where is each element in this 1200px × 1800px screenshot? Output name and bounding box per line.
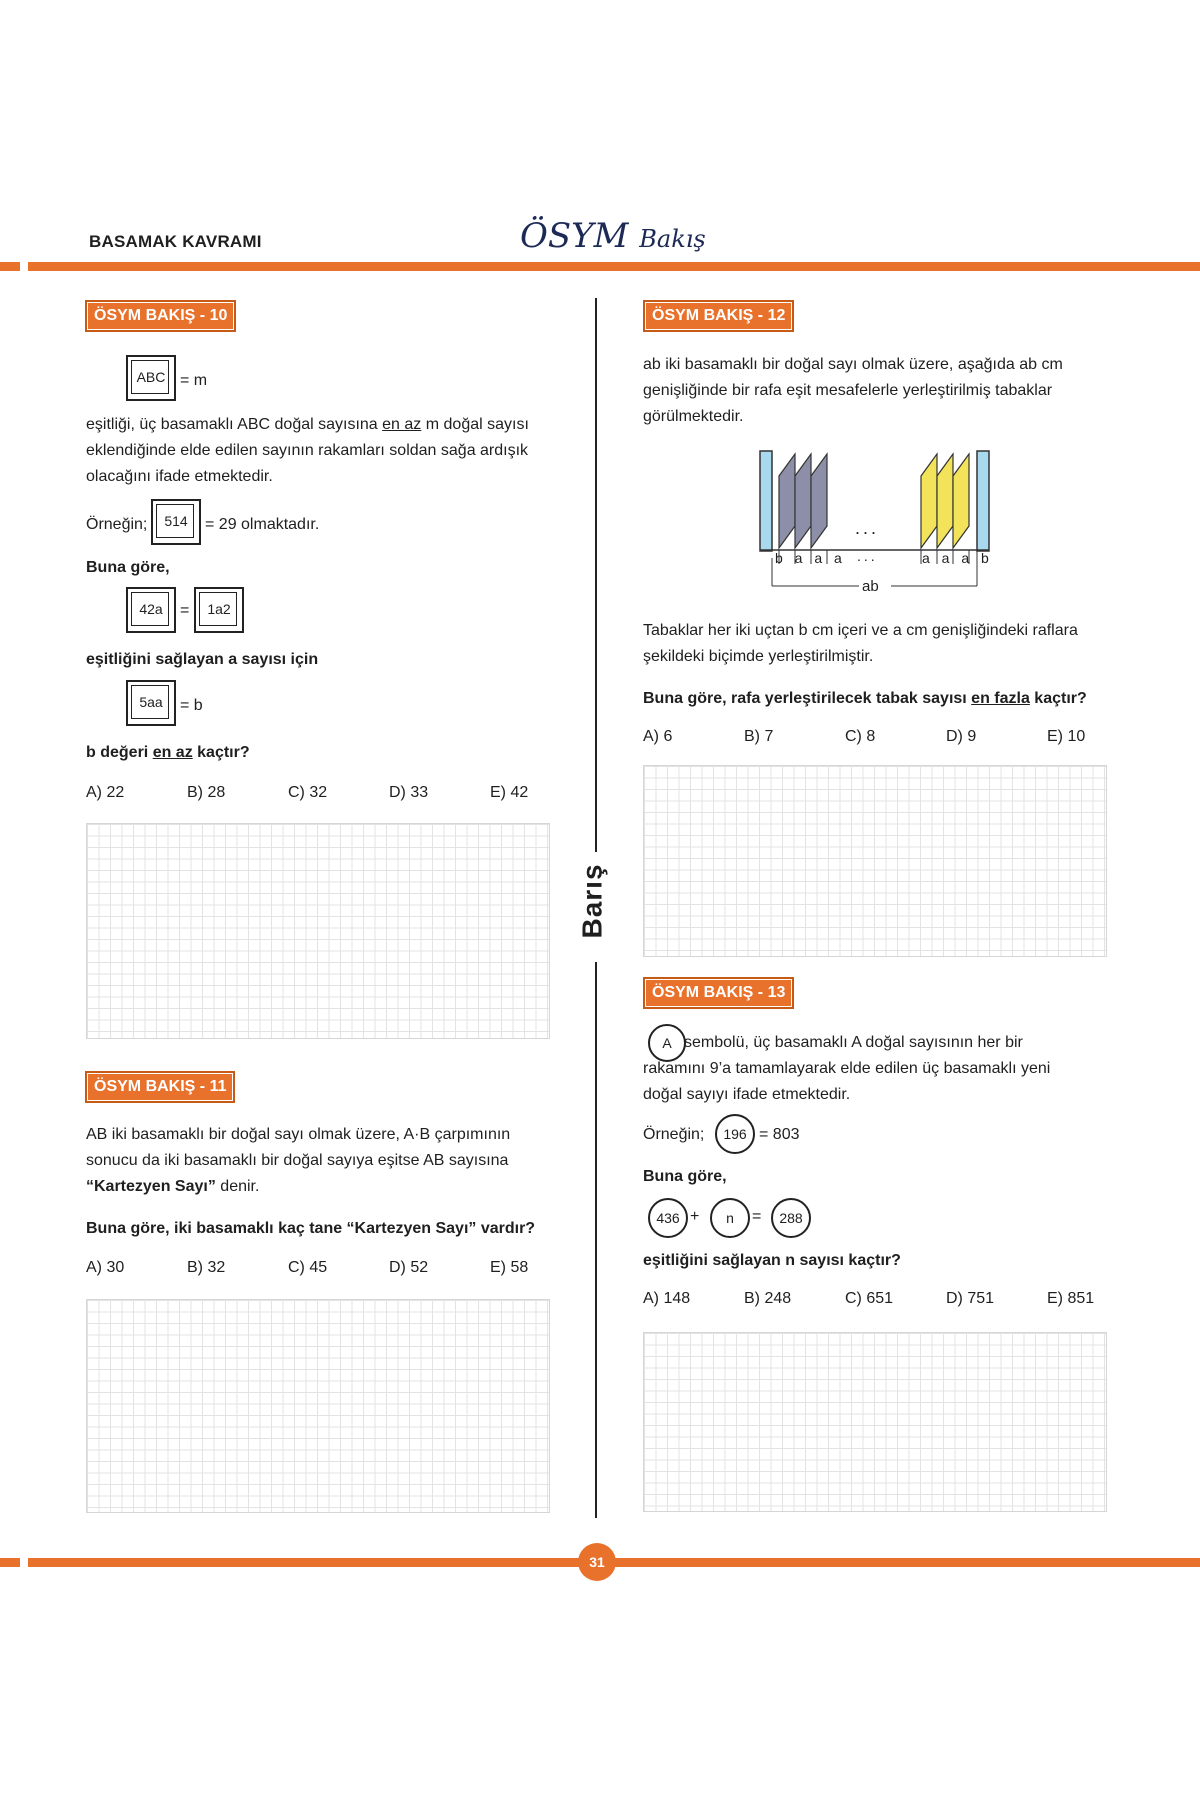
q12-fig-left-labels: b a a a [775, 550, 846, 566]
logo-sub: Bakış [639, 225, 706, 253]
q12-tag: ÖSYM BAKIŞ - 12 [643, 300, 794, 332]
q10-option-b[interactable]: B) 28 [187, 784, 226, 801]
q10-eq-sign: = [180, 602, 190, 619]
q13-options [643, 1290, 1148, 1308]
right-plates [921, 454, 969, 548]
q10-tag: ÖSYM BAKIŞ - 10 [85, 300, 236, 332]
left-post [760, 451, 772, 551]
q10-example-symbol [151, 499, 201, 545]
q10-text-line1: eşitliği, üç basamaklı ABC doğal sayısına en az m doğal sayısı [86, 416, 529, 433]
q10-question: b değeri en az kaçtır? [86, 744, 250, 761]
top-bar-right [28, 262, 1200, 271]
q12-text-line1: ab iki basamaklı bir doğal sayı olmak üzere, aşağıda ab cm [643, 356, 1063, 373]
q11-option-e[interactable]: E) 58 [490, 1259, 529, 1276]
q10-42a-symbol [126, 587, 176, 633]
q10-5aa-label: 5aa [139, 694, 163, 710]
logo-main: ÖSYM [520, 216, 629, 256]
q10-buna-gore: Buna göre, [86, 559, 170, 576]
q13-option-c[interactable]: C) 651 [845, 1290, 894, 1307]
q13-plus: + [690, 1208, 700, 1225]
q12-option-a[interactable]: A) 6 [643, 728, 673, 745]
q10-text-line3: olacağını ifade etmektedir. [86, 468, 273, 485]
q13-option-a[interactable]: A) 148 [643, 1290, 691, 1307]
q13-text-line3: doğal sayıyı ifade etmektedir. [643, 1086, 851, 1103]
q12-option-d[interactable]: D) 9 [946, 728, 977, 745]
q10-option-a[interactable]: A) 22 [86, 784, 125, 801]
q10-1a2-symbol [194, 587, 244, 633]
q11-text-line3: “Kartezyen Sayı” denir. [86, 1178, 260, 1195]
q12-text-line3: görülmektedir. [643, 408, 744, 425]
q11-work-grid[interactable] [86, 1299, 550, 1513]
q13-example-rest: = 803 [759, 1126, 800, 1143]
q13-symbol-a: A [648, 1024, 686, 1062]
q12-question: Buna göre, rafa yerleştirilecek tabak sayısı en fazla kaçtır? [643, 690, 1087, 707]
q13-circle-436: 436 [648, 1198, 688, 1238]
left-plates [779, 454, 827, 548]
brand-logo: Barış [576, 863, 608, 939]
q12-fig-dots-bottom: ... [857, 548, 878, 564]
q12-fig-width-label: ab [862, 578, 879, 595]
q12-fig-dots-top: ... [855, 518, 880, 538]
q10-condition: eşitliğini sağlayan a sayısı için [86, 651, 319, 668]
q12-fig-right-labels: a a a b [922, 550, 993, 566]
q11-option-c[interactable]: C) 45 [288, 1259, 328, 1276]
top-bar-left [0, 262, 20, 271]
q13-circle-288: 288 [771, 1198, 811, 1238]
q13-eq: = [752, 1208, 762, 1225]
q10-text-line2: eklendiğinde elde edilen sayının rakamları soldan sağa ardışık [86, 442, 529, 459]
q10-1a2-label: 1a2 [207, 601, 231, 617]
q13-buna-gore: Buna göre, [643, 1168, 727, 1185]
q11-question: Buna göre, iki basamaklı kaç tane “Kartezyen Sayı” vardır? [86, 1220, 536, 1237]
q10-example-rest: = 29 olmaktadır. [205, 516, 320, 533]
q11-option-d[interactable]: D) 52 [389, 1259, 429, 1276]
q13-option-d[interactable]: D) 751 [946, 1290, 995, 1307]
q12-option-b[interactable]: B) 7 [744, 728, 774, 745]
q13-option-e[interactable]: E) 851 [1047, 1290, 1095, 1307]
q10-option-e[interactable]: E) 42 [490, 784, 529, 801]
right-post [977, 451, 989, 551]
q10-abc-label: ABC [136, 369, 166, 385]
q11-text-line1: AB iki basamaklı bir doğal sayı olmak üzere, A·B çarpımının [86, 1126, 511, 1143]
q10-work-grid[interactable] [86, 823, 550, 1039]
q13-option-b[interactable]: B) 248 [744, 1290, 792, 1307]
q13-circle-n: n [710, 1198, 750, 1238]
q13-work-grid[interactable] [643, 1332, 1107, 1512]
q10-options [86, 784, 591, 802]
q10-example-label: Örneğin; [86, 516, 148, 533]
q13-tag: ÖSYM BAKIŞ - 13 [643, 977, 794, 1009]
q12-option-c[interactable]: C) 8 [845, 728, 876, 745]
q10-5aa-symbol [126, 680, 176, 726]
q13-text-line2: rakamını 9’a tamamlayarak elde edilen üç basamaklı yeni [643, 1060, 1051, 1077]
q12-text-line5: şekildeki biçimde yerleştirilmiştir. [643, 648, 874, 665]
q10-eq-b: = b [180, 697, 203, 714]
section-title: BASAMAK KAVRAMI [89, 232, 262, 251]
page-number: 31 [578, 1543, 616, 1581]
osym-bakis-logo [520, 216, 706, 256]
q11-option-b[interactable]: B) 32 [187, 1259, 226, 1276]
q12-text-line4: Tabaklar her iki uçtan b cm içeri ve a cm genişliğindeki raflara [643, 622, 1078, 639]
q12-option-e[interactable]: E) 10 [1047, 728, 1086, 745]
q10-option-c[interactable]: C) 32 [288, 784, 328, 801]
q10-example-box-label: 514 [164, 513, 188, 529]
q10-eq-m: = m [180, 372, 208, 389]
q11-options [86, 1259, 591, 1277]
q13-example-circle: 196 [715, 1114, 755, 1154]
q11-option-a[interactable]: A) 30 [86, 1259, 125, 1276]
q10-42a-label: 42a [139, 601, 163, 617]
q11-tag: ÖSYM BAKIŞ - 11 [85, 1071, 235, 1103]
q13-question: eşitliğini sağlayan n sayısı kaçtır? [643, 1252, 901, 1269]
q10-abc-symbol [126, 355, 176, 401]
q11-text-line2: sonucu da iki basamaklı bir doğal sayıya eşitse AB sayısına [86, 1152, 509, 1169]
bottom-bar-left [0, 1558, 20, 1567]
q13-example-label: Örneğin; [643, 1126, 705, 1143]
q12-text-line2: genişliğinde bir rafa eşit mesafelerle yerleştirilmiş tabaklar [643, 382, 1053, 399]
q12-work-grid[interactable] [643, 765, 1107, 957]
q13-text-line1: sembolü, üç basamaklı A doğal sayısının her bir [684, 1034, 1023, 1051]
q12-options [643, 728, 1148, 746]
q10-option-d[interactable]: D) 33 [389, 784, 429, 801]
